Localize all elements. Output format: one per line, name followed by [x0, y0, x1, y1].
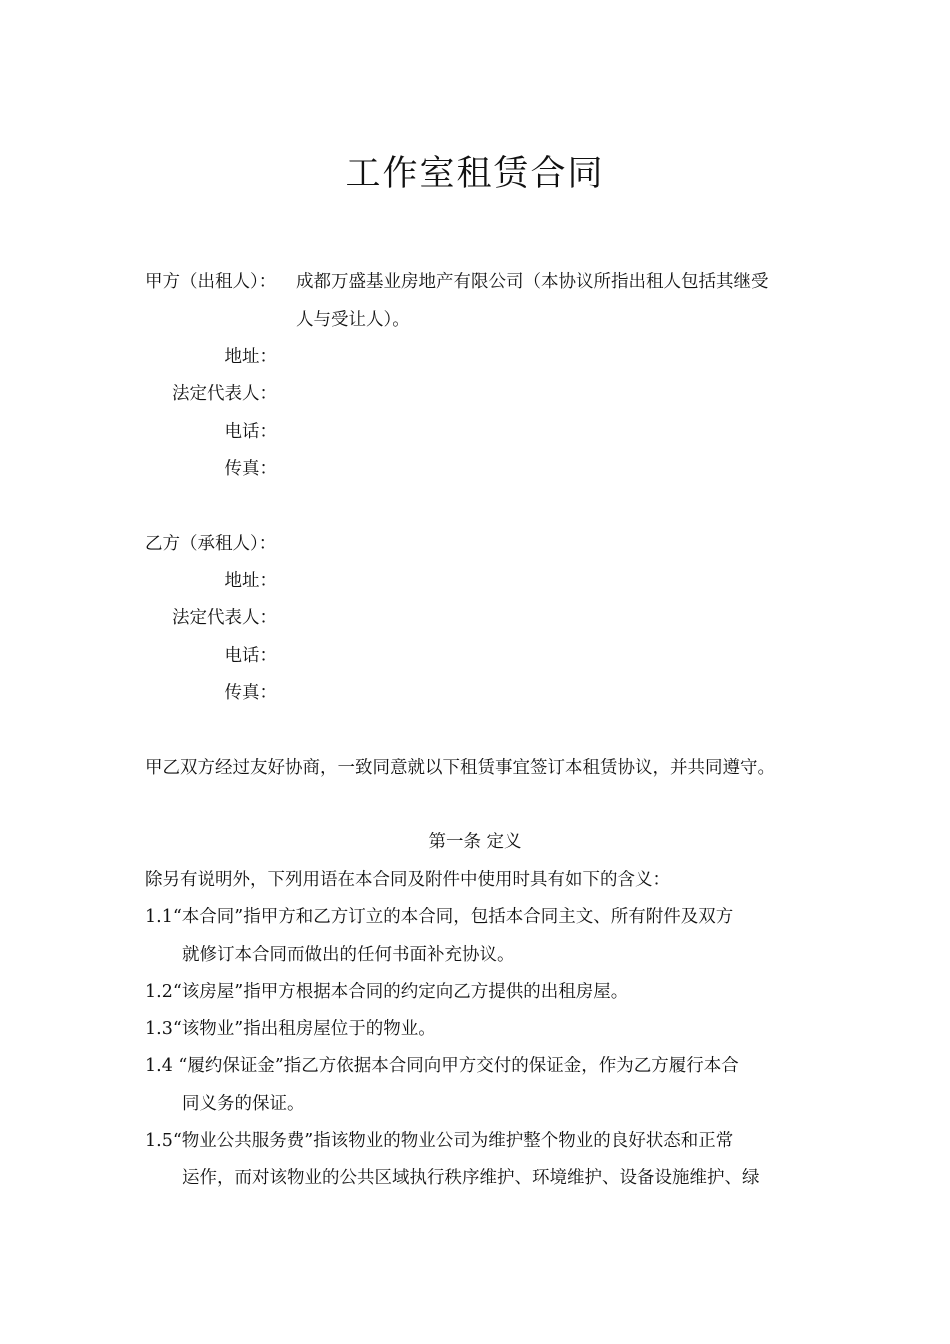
agreement-statement: 甲乙双方经过友好协商，一致同意就以下租赁事宜签订本租赁协议，并共同遵守。 — [145, 758, 775, 778]
definition-1-5-line2: 运作，而对该物业的公共区域执行秩序维护、环境维护、设备设施维护、绿 — [182, 1168, 760, 1188]
definition-1-3: 1.3“该物业”指出租房屋位于的物业。 — [145, 1019, 436, 1039]
definition-1-1-line1: 1.1“本合同”指甲方和乙方订立的本合同，包括本合同主文、所有附件及双方 — [145, 907, 734, 927]
contract-title: 工作室租赁合同 — [345, 154, 605, 194]
party-a-fax-label: 传真： — [224, 459, 277, 479]
party-a-address-label: 地址： — [224, 347, 277, 367]
article-1-intro: 除另有说明外，下列用语在本合同及附件中使用时具有如下的含义： — [145, 870, 670, 890]
definition-1-1-line2: 就修订本合同而做出的任何书面补充协议。 — [182, 945, 515, 965]
party-a-label: 甲方（出租人）： — [145, 272, 277, 292]
definition-1-2: 1.2“该房屋”指甲方根据本合同的约定向乙方提供的出租房屋。 — [145, 982, 629, 1002]
party-b-legal-rep-label: 法定代表人： — [172, 608, 277, 628]
party-b-fax-label: 传真： — [224, 683, 277, 703]
definition-1-5-line1: 1.5“物业公共服务费”指该物业的物业公司为维护整个物业的良好状态和正常 — [145, 1131, 734, 1151]
party-b-address-label: 地址： — [224, 571, 277, 591]
party-a-name-line1: 成都万盛基业房地产有限公司（本协议所指出租人包括其继受 — [296, 272, 769, 292]
party-a-phone-label: 电话： — [224, 422, 277, 442]
party-a-legal-rep-label: 法定代表人： — [172, 384, 277, 404]
party-a-name-line2: 人与受让人）。 — [296, 310, 410, 330]
definition-1-4-line1: 1.4 “履约保证金”指乙方依据本合同向甲方交付的保证金，作为乙方履行本合 — [145, 1056, 739, 1076]
definition-1-4-line2: 同义务的保证。 — [182, 1094, 305, 1114]
party-b-label: 乙方（承租人）： — [145, 534, 277, 554]
article-1-heading: 第一条 定义 — [428, 832, 522, 852]
party-b-phone-label: 电话： — [224, 646, 277, 666]
